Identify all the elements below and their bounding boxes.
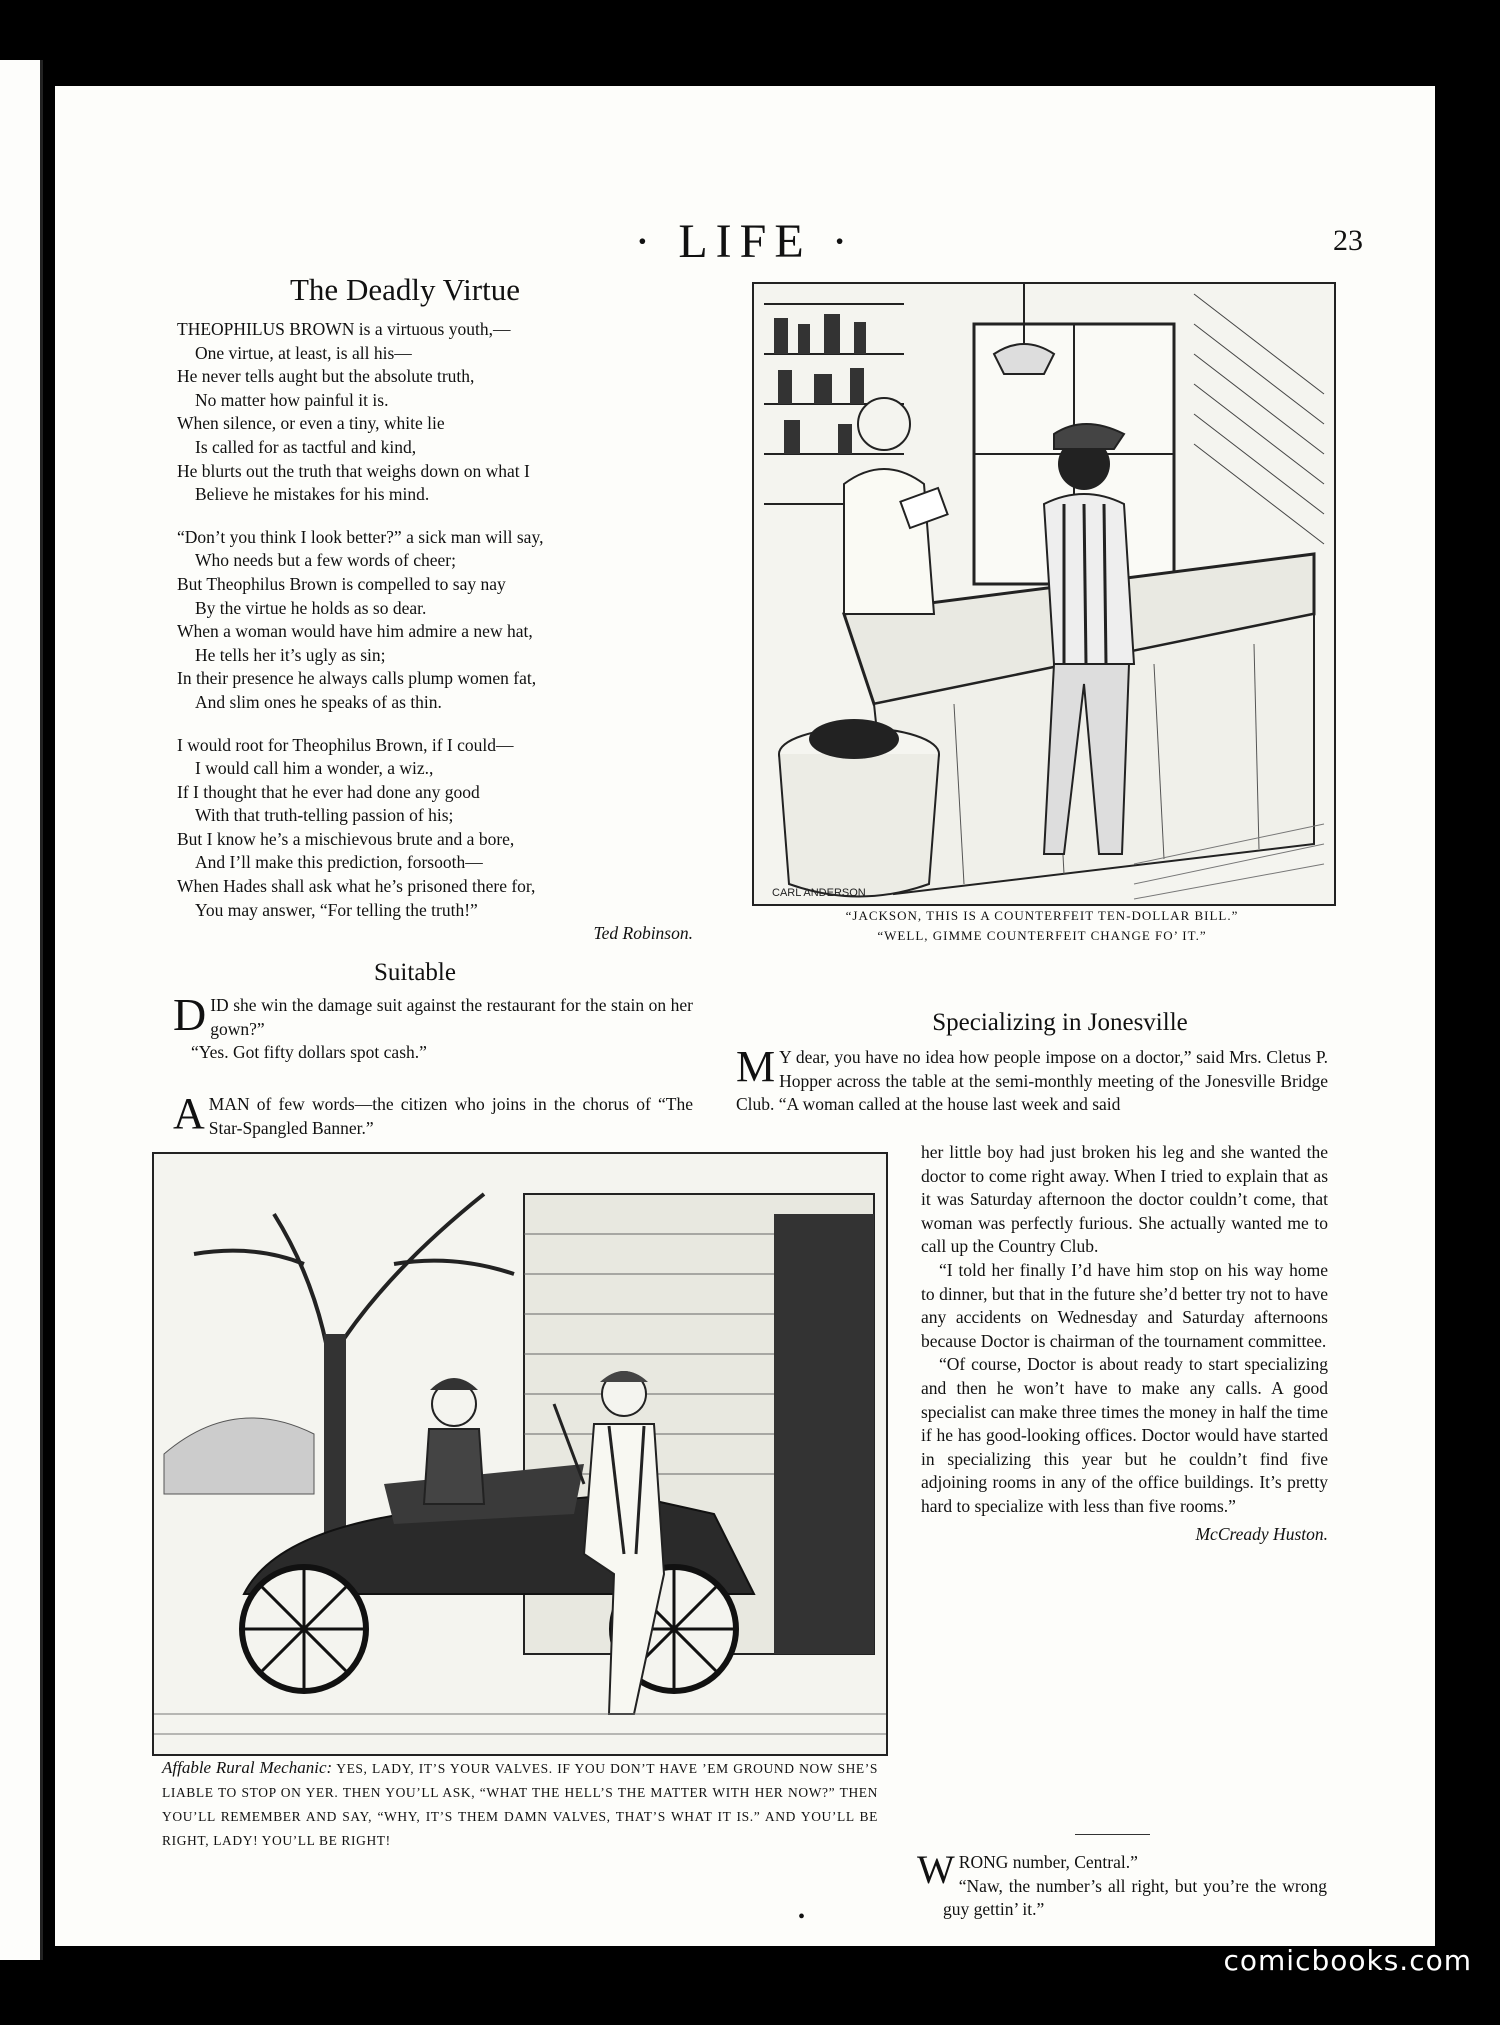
cartoon2-caption-text: YES, LADY, IT’S YOUR VALVES. IF YOU DON’T HAVE ’EM GROUND NOW SHE’S LIABLE TO STOP ON YER. THEN YOU’LL ASK, “WHAT THE HELL’S THE MATTER WITH HER NOW?” THEN YOU’LL REMEMBER AND SAY, “WHY, IT’S THEM DAMN VALVES, THAT’S WHAT IT IS.” AND YOU’LL BE RIGHT, LADY! YOU’LL BE RIGHT!: [162, 1761, 878, 1848]
wrong-number-line-2: “Naw, the number’s all right, but you’re the wrong guy gettin’ it.”: [943, 1875, 1327, 1920]
poem-line: If I thought that he ever had done any good: [177, 781, 480, 802]
poem-line: With that truth-telling passion of his;: [195, 805, 454, 826]
cartoon1-caption-line-2: “WELL, GIMME COUNTERFEIT CHANGE FO’ IT.”: [877, 928, 1207, 943]
poem-line: When a woman would have him admire a new hat,: [177, 621, 533, 642]
man-of-few-words: A MAN of few words—the citizen who joins in the chorus of “The Star-Spangled Banner.”: [173, 1089, 693, 1138]
specializing-author: McCready Huston.: [1195, 1523, 1328, 1544]
poem-line: One virtue, at least, is all his—: [195, 342, 412, 363]
rural-mechanic-illustration: [154, 1154, 886, 1754]
poem-line: But Theophilus Brown is compelled to say nay: [177, 573, 506, 594]
poem-line: No matter how painful it is.: [195, 389, 389, 410]
left-page-edge: [0, 60, 43, 1960]
poem-line: THEOPHILUS BROWN is a virtuous youth,—: [177, 319, 511, 339]
poem-line: And slim ones he speaks of as thin.: [195, 691, 442, 712]
specializing-opening: M Y dear, you have no idea how people impose on a doctor,” said Mrs. Cletus P. Hopper across the table at the semi-monthly meeting of the Jonesville Bridge Club. “A woman called at the house last week and said: [736, 1046, 1328, 1115]
poem-line: I would root for Theophilus Brown, if I could—: [177, 734, 514, 755]
page-footer-dot: •: [798, 1906, 806, 1928]
cartoon1-caption: [752, 906, 1332, 946]
wrong-number: WRONG number, Central.” “Naw, the number’s all right, but you’re the wrong guy gettin’ it.”: [917, 1851, 1327, 1922]
magazine-page: [55, 86, 1435, 1946]
specializing-body: [921, 1141, 1328, 1821]
divider: [1075, 1834, 1150, 1835]
specializing-p2: “I told her finally I’d have him stop on his way home to dinner, but that in the future she’d better try not to have any accidents on Wednesday and Saturday afternoons because Doctor is chairman of the tournament committee.: [921, 1259, 1328, 1351]
poem-line: In their presence he always calls plump women fat,: [177, 668, 537, 689]
poem-line: Is called for as tactful and kind,: [195, 436, 417, 457]
suitable-line-1: DID she win the damage suit against the restaurant for the stain on her gown?”: [173, 989, 693, 1040]
page-number: 23: [1333, 224, 1363, 257]
poem-line: You may answer, “For telling the truth!”: [195, 899, 478, 920]
watermark: comicbooks.com: [1223, 1944, 1472, 1977]
store-counter-illustration: [754, 284, 1334, 904]
suitable-title: Suitable: [374, 959, 456, 986]
poem-line: And I’ll make this prediction, forsooth—: [195, 852, 483, 873]
cartoon1-caption-line-1: “JACKSON, THIS IS A COUNTERFEIT TEN-DOLLAR BILL.”: [845, 908, 1239, 923]
specializing-title: Specializing in Jonesville: [932, 1009, 1188, 1036]
poem-line: I would call him a wonder, a wiz.,: [195, 758, 434, 779]
specializing-p3: “Of course, Doctor is about ready to start specializing and then he won’t have to make any calls. A good specialist can make three times the money in half the time if he has good-looking offices. Doctor would have started in specializing this year but he couldn’t find five adjoining rooms in any of the office buildings. It’s pretty hard to specialize with less than five rooms.”: [921, 1354, 1328, 1516]
cartoon1-signature: CARL ANDERSON: [772, 887, 866, 899]
poem-line: When silence, or even a tiny, white lie: [177, 413, 445, 434]
poem-line: He tells her it’s ugly as sin;: [195, 644, 386, 665]
poem-author: Ted Robinson.: [593, 923, 693, 944]
poem-line: He never tells aught but the absolute truth,: [177, 366, 475, 387]
suitable-body: [173, 989, 693, 1065]
suitable-line-2: “Yes. Got fifty dollars spot cash.”: [191, 1042, 427, 1063]
poem-title: The Deadly Virtue: [290, 272, 520, 307]
poem-line: Believe he mistakes for his mind.: [195, 484, 430, 505]
poem-line: He blurts out the truth that weighs down on what I: [177, 460, 530, 481]
poem-line: Who needs but a few words of cheer;: [195, 550, 456, 571]
cartoon-store-counter: [752, 282, 1336, 906]
cartoon2-caption-lead: Affable Rural Mechanic:: [162, 1758, 333, 1777]
poem-line: But I know he’s a mischievous brute and a bore,: [177, 828, 515, 849]
poem-body: [177, 318, 697, 946]
masthead: · LIFE ·: [634, 215, 856, 268]
specializing-p1-continued: her little boy had just broken his leg and she wanted the doctor to come right away. When I tried to explain that as it was Saturday afternoon the doctor couldn’t come, that woman was perfectly furious. She actually wanted me to call up the Country Club.: [921, 1142, 1328, 1257]
poem-line: “Don’t you think I look better?” a sick man will say,: [177, 526, 544, 547]
cartoon2-caption: [162, 1756, 878, 1853]
poem-line: When Hades shall ask what he’s prisoned there for,: [177, 876, 536, 897]
poem-line: By the virtue he holds as so dear.: [195, 597, 427, 618]
cartoon-rural-mechanic: [152, 1152, 888, 1756]
